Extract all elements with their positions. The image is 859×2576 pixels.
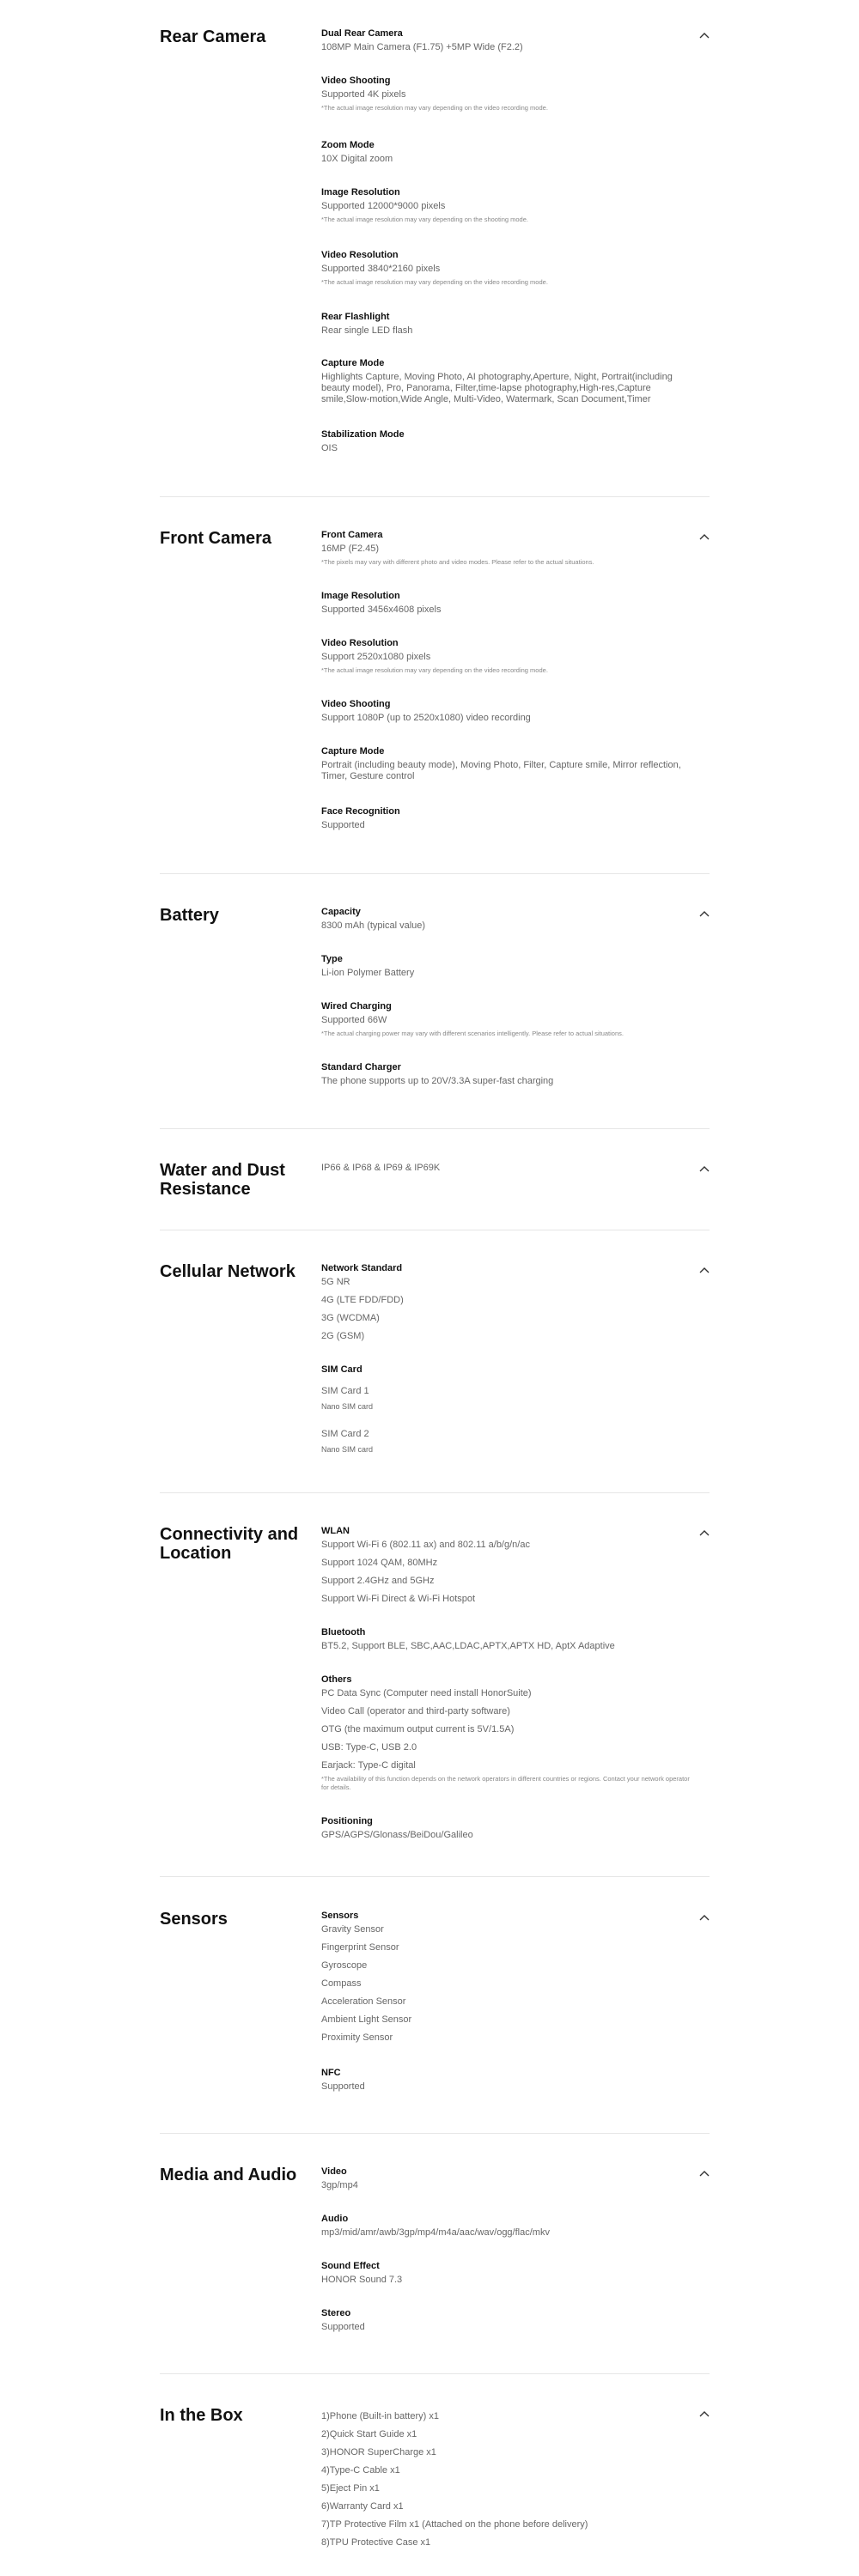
spec-value: Supported 3840*2160 pixels	[321, 264, 441, 274]
chevron-up-icon[interactable]	[698, 531, 710, 543]
spec-value: 16MP (F2.45)	[321, 544, 380, 554]
spec-item	[321, 2166, 691, 2191]
spec-value: 8300 mAh (typical value)	[321, 920, 426, 931]
spec-label: Image Resolution	[321, 187, 400, 197]
spec-item	[321, 637, 691, 675]
spec-value: Highlights Capture, Moving Photo, AI photography,Aperture, Night, Portrait(including beauty model), Pro, Panorama, Filter,time-lapse photography,High-res,Capture smile,Slow-motion,Wide Angle, Multi-Video, Watermark, Scan Document,Timer	[321, 372, 673, 404]
spec-item	[321, 139, 691, 165]
spec-label: Audio	[321, 2214, 349, 2224]
spec-label: Bluetooth	[321, 1627, 366, 1637]
spec-item	[321, 590, 691, 616]
spec-value: Supported	[321, 820, 365, 830]
spec-label: Others	[321, 1674, 352, 1685]
spec-label: Video	[321, 2166, 347, 2177]
spec-note: *The actual image resolution may vary depending on the shooting mode.	[321, 216, 528, 223]
list-item: 5G NR	[321, 1277, 350, 1287]
spec-note: *The actual image resolution may vary depending on the video recording mode.	[321, 104, 548, 112]
list-item: Proximity Sensor	[321, 2032, 393, 2043]
spec-value: Li-ion Polymer Battery	[321, 968, 415, 978]
section-title: Sensors	[160, 1910, 228, 1929]
list-item: 6)Warranty Card x1	[321, 2501, 404, 2512]
spec-value: GPS/AGPS/Glonass/BeiDou/Galileo	[321, 1830, 473, 1840]
spec-item	[321, 1262, 691, 1342]
spec-item	[321, 1364, 691, 1455]
list-item: 3)HONOR SuperCharge x1	[321, 2447, 436, 2458]
chevron-up-icon[interactable]	[698, 1163, 710, 1175]
list-item: Support Wi-Fi Direct & Wi-Fi Hotspot	[321, 1594, 476, 1604]
spec-label: Video Shooting	[321, 699, 391, 709]
spec-label: Network Standard	[321, 1263, 403, 1273]
list-item: Support 2.4GHz and 5GHz	[321, 1576, 435, 1586]
spec-label: Capacity	[321, 907, 361, 917]
spec-label: WLAN	[321, 1526, 350, 1536]
spec-item	[321, 953, 691, 979]
sim-name: SIM Card 1	[321, 1386, 369, 1396]
list-item: 2G (GSM)	[321, 1331, 365, 1341]
spec-item	[321, 745, 691, 782]
spec-item	[321, 2067, 691, 2093]
chevron-up-icon[interactable]	[698, 908, 710, 920]
spec-label: Sensors	[321, 1911, 359, 1921]
list-item: 2)Quick Start Guide x1	[321, 2429, 417, 2439]
chevron-up-icon[interactable]	[698, 1527, 710, 1539]
list-item: PC Data Sync (Computer need install HonorSuite)	[321, 1688, 532, 1698]
water-dust-specs	[321, 1161, 691, 1174]
section-title: Cellular Network	[160, 1262, 295, 1281]
spec-item	[321, 529, 691, 567]
chevron-up-icon[interactable]	[698, 1911, 710, 1923]
spec-item	[321, 357, 691, 405]
spec-item	[321, 1910, 691, 2044]
spec-label: Stabilization Mode	[321, 429, 405, 440]
list-item: Acceleration Sensor	[321, 1996, 406, 2007]
list-item: Ambient Light Sensor	[321, 2014, 412, 2025]
spec-item	[321, 75, 691, 112]
spec-item	[321, 1525, 691, 1605]
chevron-up-icon[interactable]	[698, 2167, 710, 2179]
list-item: Gyroscope	[321, 1960, 368, 1971]
section-title: Media and Audio	[160, 2166, 297, 2184]
spec-value: mp3/mid/amr/awb/3gp/mp4/m4a/aac/wav/ogg/flac/mkv	[321, 2227, 550, 2238]
list-item: Video Call (operator and third-party software)	[321, 1706, 510, 1716]
list-item: OTG (the maximum output current is 5V/1.5A)	[321, 1724, 515, 1735]
spec-label: Video Resolution	[321, 250, 399, 260]
spec-label: Face Recognition	[321, 806, 400, 817]
spec-note: *The actual image resolution may vary depending on the video recording mode.	[321, 666, 548, 674]
chevron-up-icon[interactable]	[698, 2408, 710, 2420]
spec-label: SIM Card	[321, 1364, 362, 1375]
list-item: 4G (LTE FDD/FDD)	[321, 1295, 404, 1305]
divider	[160, 2373, 710, 2374]
spec-label: Video Resolution	[321, 638, 399, 648]
spec-label: Standard Charger	[321, 1062, 401, 1072]
spec-label: Image Resolution	[321, 591, 400, 601]
spec-item	[321, 2307, 691, 2333]
chevron-up-icon[interactable]	[698, 29, 710, 41]
spec-label: Dual Rear Camera	[321, 28, 403, 39]
list-item: 3G (WCDMA)	[321, 1313, 380, 1323]
spec-value: Support 1080P (up to 2520x1080) video recording	[321, 713, 531, 723]
divider	[160, 1492, 710, 1493]
spec-label: Video Shooting	[321, 76, 391, 86]
spec-value: Support 2520x1080 pixels	[321, 652, 431, 662]
list-item: 4)Type-C Cable x1	[321, 2465, 400, 2476]
spec-item	[321, 2213, 691, 2239]
section-title: In the Box	[160, 2406, 243, 2425]
spec-value: The phone supports up to 20V/3.3A super-fast charging	[321, 1076, 554, 1086]
spec-value: Portrait (including beauty mode), Moving Photo, Filter, Capture smile, Mirror reflection, Timer, Gesture control	[321, 760, 681, 781]
spec-note: *The actual charging power may vary with different scenarios intelligently. Please refer to actual situations.	[321, 1030, 624, 1037]
spec-label: Sound Effect	[321, 2261, 380, 2271]
spec-item	[321, 1061, 691, 1087]
spec-label: Stereo	[321, 2308, 351, 2318]
list-item: Gravity Sensor	[321, 1924, 384, 1935]
sim-type: Nano SIM card	[321, 1445, 374, 1454]
spec-value: Supported	[321, 2081, 365, 2092]
spec-value: 3gp/mp4	[321, 2180, 358, 2190]
list-item: USB: Type-C, USB 2.0	[321, 1742, 417, 1753]
spec-value: HONOR Sound 7.3	[321, 2275, 403, 2285]
spec-label: Zoom Mode	[321, 140, 375, 150]
list-item: 7)TP Protective Film x1 (Attached on the phone before delivery)	[321, 2519, 588, 2530]
spec-note: *The availability of this function depends on the network operators in different countries or regions. Contact your network operator for details.	[321, 1775, 690, 1791]
spec-item	[321, 428, 691, 454]
divider	[160, 2133, 710, 2134]
spec-item	[321, 2260, 691, 2286]
list-item: 1)Phone (Built-in battery) x1	[321, 2411, 439, 2421]
spec-item	[321, 1815, 691, 1841]
spec-label: Wired Charging	[321, 1001, 392, 1012]
list-item: Support Wi-Fi 6 (802.11 ax) and 802.11 a/b/g/n/ac	[321, 1540, 530, 1550]
divider	[160, 1128, 710, 1129]
section-title: Rear Camera	[160, 27, 266, 46]
spec-label: Positioning	[321, 1816, 373, 1826]
spec-label: Front Camera	[321, 530, 383, 540]
spec-value: IP66 & IP68 & IP69 & IP69K	[321, 1163, 441, 1173]
spec-label: Capture Mode	[321, 358, 385, 368]
list-item: Compass	[321, 1978, 362, 1989]
spec-item	[321, 186, 691, 224]
spec-value: BT5.2, Support BLE, SBC,AAC,LDAC,APTX,APTX HD, AptX Adaptive	[321, 1641, 615, 1651]
chevron-up-icon[interactable]	[698, 1264, 710, 1276]
spec-item	[321, 906, 691, 932]
section-title: Battery	[160, 906, 219, 925]
spec-label: Rear Flashlight	[321, 312, 390, 322]
spec-value: Supported 3456x4608 pixels	[321, 605, 442, 615]
spec-item	[321, 249, 691, 287]
sim-type: Nano SIM card	[321, 1402, 374, 1411]
divider	[160, 873, 710, 874]
spec-label: Capture Mode	[321, 746, 385, 756]
spec-item	[321, 1000, 691, 1038]
spec-value: Supported 66W	[321, 1015, 387, 1025]
divider	[160, 1876, 710, 1877]
spec-item	[321, 27, 691, 53]
spec-value: 10X Digital zoom	[321, 154, 393, 164]
divider	[160, 496, 710, 497]
spec-value: Rear single LED flash	[321, 325, 413, 336]
spec-value: OIS	[321, 443, 338, 453]
spec-label: Type	[321, 954, 343, 964]
spec-item	[321, 805, 691, 831]
spec-label: NFC	[321, 2068, 341, 2078]
list-item: Support 1024 QAM, 80MHz	[321, 1558, 438, 1568]
section-title: Connectivity and Location	[160, 1525, 299, 1563]
spec-value: Supported 12000*9000 pixels	[321, 201, 446, 211]
spec-value: 108MP Main Camera (F1.75) +5MP Wide (F2.2)	[321, 42, 523, 52]
list-item: 8)TPU Protective Case x1	[321, 2537, 431, 2548]
section-title: Front Camera	[160, 529, 272, 548]
spec-value: Supported 4K pixels	[321, 89, 406, 100]
sim-name: SIM Card 2	[321, 1429, 369, 1439]
list-item: 5)Eject Pin x1	[321, 2483, 380, 2494]
spec-item	[321, 1674, 691, 1792]
section-title: Water and Dust Resistance	[160, 1161, 285, 1199]
spec-item	[321, 698, 691, 724]
box-list	[321, 2411, 691, 2549]
spec-item	[321, 311, 691, 337]
spec-value: Supported	[321, 2322, 365, 2332]
list-item: Earjack: Type-C digital	[321, 1760, 416, 1771]
list-item: Fingerprint Sensor	[321, 1942, 399, 1953]
spec-item	[321, 1626, 691, 1652]
spec-note: *The actual image resolution may vary depending on the video recording mode.	[321, 278, 548, 286]
spec-note: *The pixels may vary with different photo and video modes. Please refer to the actual situations.	[321, 558, 594, 566]
